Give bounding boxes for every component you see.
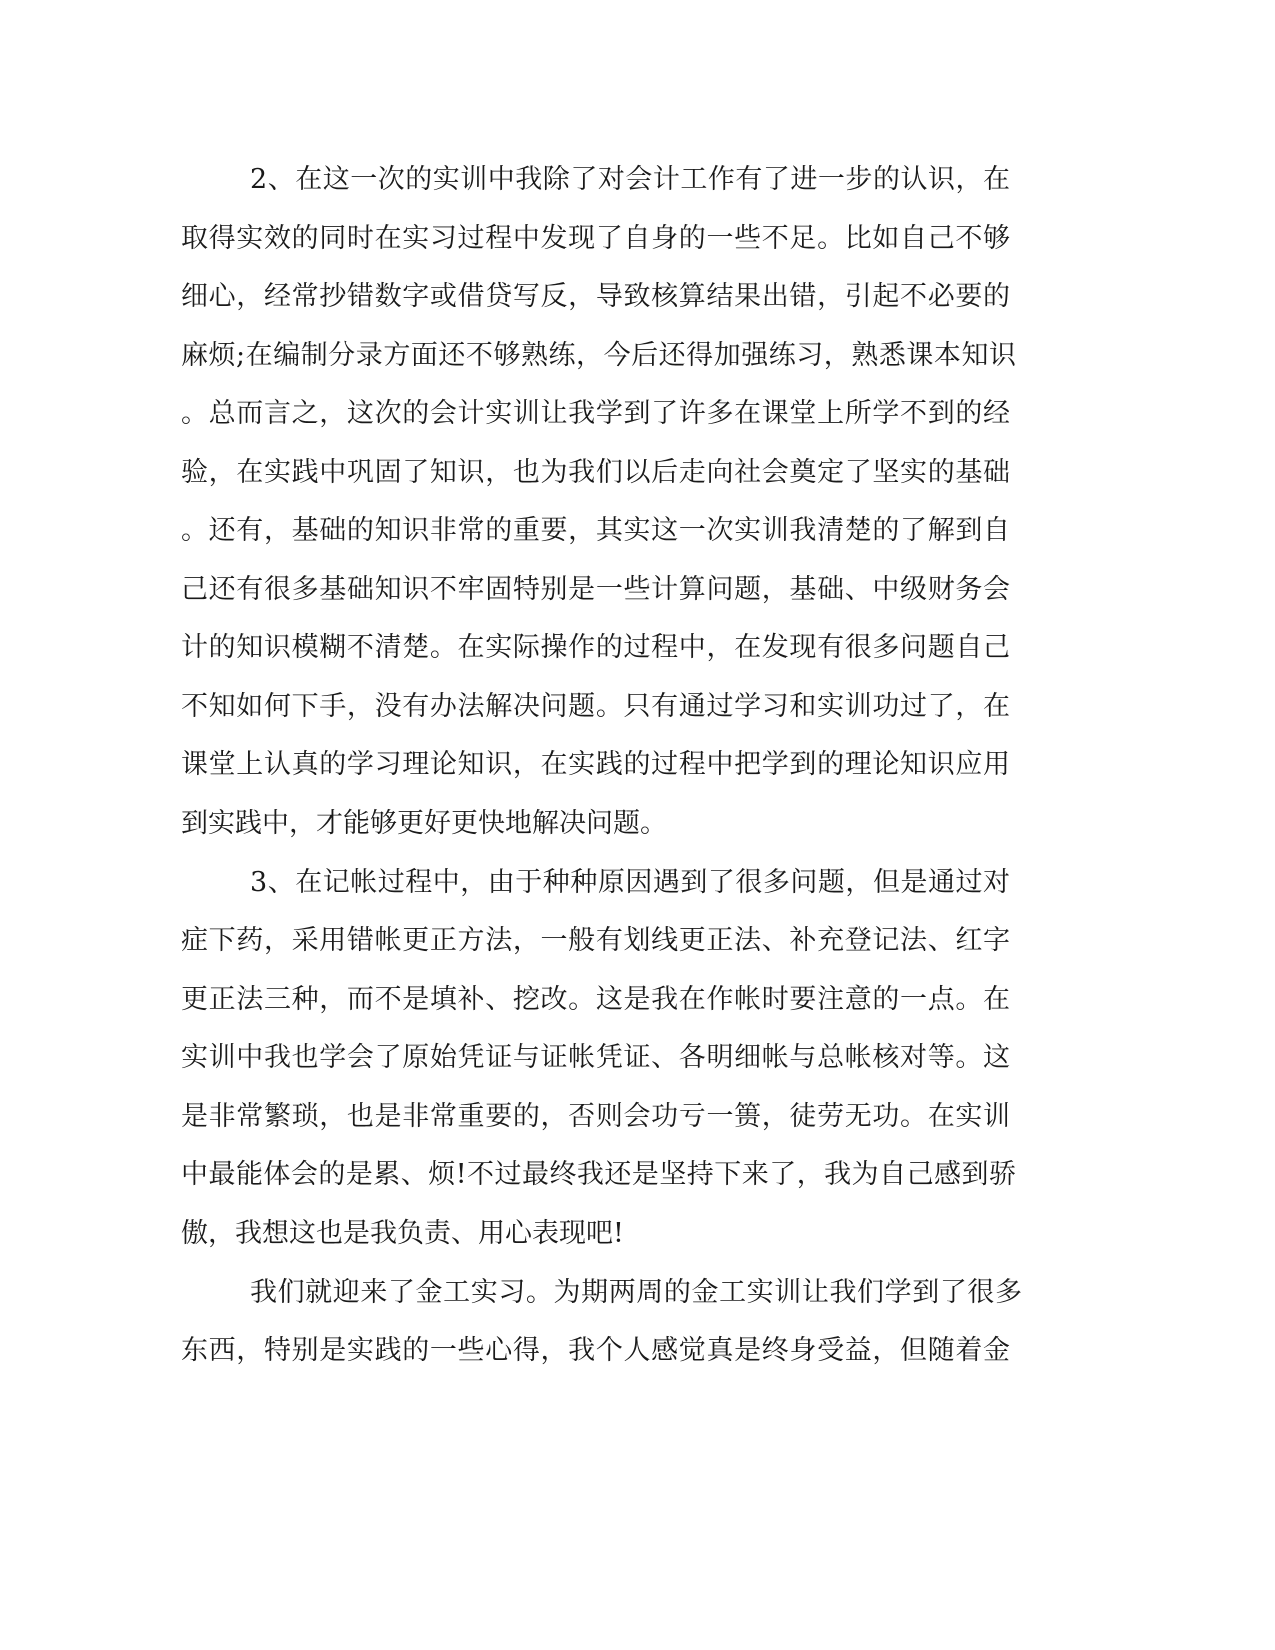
text-line: 实训中我也学会了原始凭证与证帐凭证、各明细帐与总帐核对等。这 [181,1042,1010,1073]
text-line: 是非常繁琐，也是非常重要的，否则会功亏一篑，徒劳无功。在实训 [181,1101,1010,1132]
text-line: 我们就迎来了金工实习。为期两周的金工实训让我们学到了很多 [250,1277,1022,1308]
text-line: 。总而言之，这次的会计实训让我学到了许多在课堂上所学不到的经 [181,398,1010,429]
text-line: 取得实效的同时在实习过程中发现了自身的一些不足。比如自己不够 [181,223,1010,254]
text-line: 细心，经常抄错数字或借贷写反，导致核算结果出错，引起不必要的 [181,281,1010,312]
text-line: 东西，特别是实践的一些心得，我个人感觉真是终身受益，但随着金 [181,1335,1010,1366]
text-line: 2、在这一次的实训中我除了对会计工作有了进一步的认识，在 [250,164,1010,195]
text-line: 不知如何下手，没有办法解决问题。只有通过学习和实训功过了，在 [181,691,1010,722]
text-line: 3、在记帐过程中，由于种种原因遇到了很多问题，但是通过对 [250,867,1010,898]
text-line: 己还有很多基础知识不牢固特别是一些计算问题，基础、中级财务会 [181,574,1010,605]
text-line: 麻烦;在编制分录方面还不够熟练，今后还得加强练习，熟悉课本知识 [181,340,1016,371]
text-line: 更正法三种，而不是填补、挖改。这是我在作帐时要注意的一点。在 [181,984,1010,1015]
text-line: 计的知识模糊不清楚。在实际操作的过程中，在发现有很多问题自己 [181,632,1010,663]
text-line: 课堂上认真的学习理论知识，在实践的过程中把学到的理论知识应用 [181,749,1010,780]
text-line: 中最能体会的是累、烦!不过最终我还是坚持下来了，我为自己感到骄 [181,1159,1016,1190]
text-line: 。还有，基础的知识非常的重要，其实这一次实训我清楚的了解到自 [181,515,1010,546]
text-line: 症下药，采用错帐更正方法，一般有划线更正法、补充登记法、红字 [181,925,1010,956]
text-line: 到实践中，才能够更好更快地解决问题。 [181,808,667,839]
text-line: 验，在实践中巩固了知识，也为我们以后走向社会奠定了坚实的基础 [181,457,1010,488]
text-line: 傲，我想这也是我负责、用心表现吧! [181,1218,624,1249]
